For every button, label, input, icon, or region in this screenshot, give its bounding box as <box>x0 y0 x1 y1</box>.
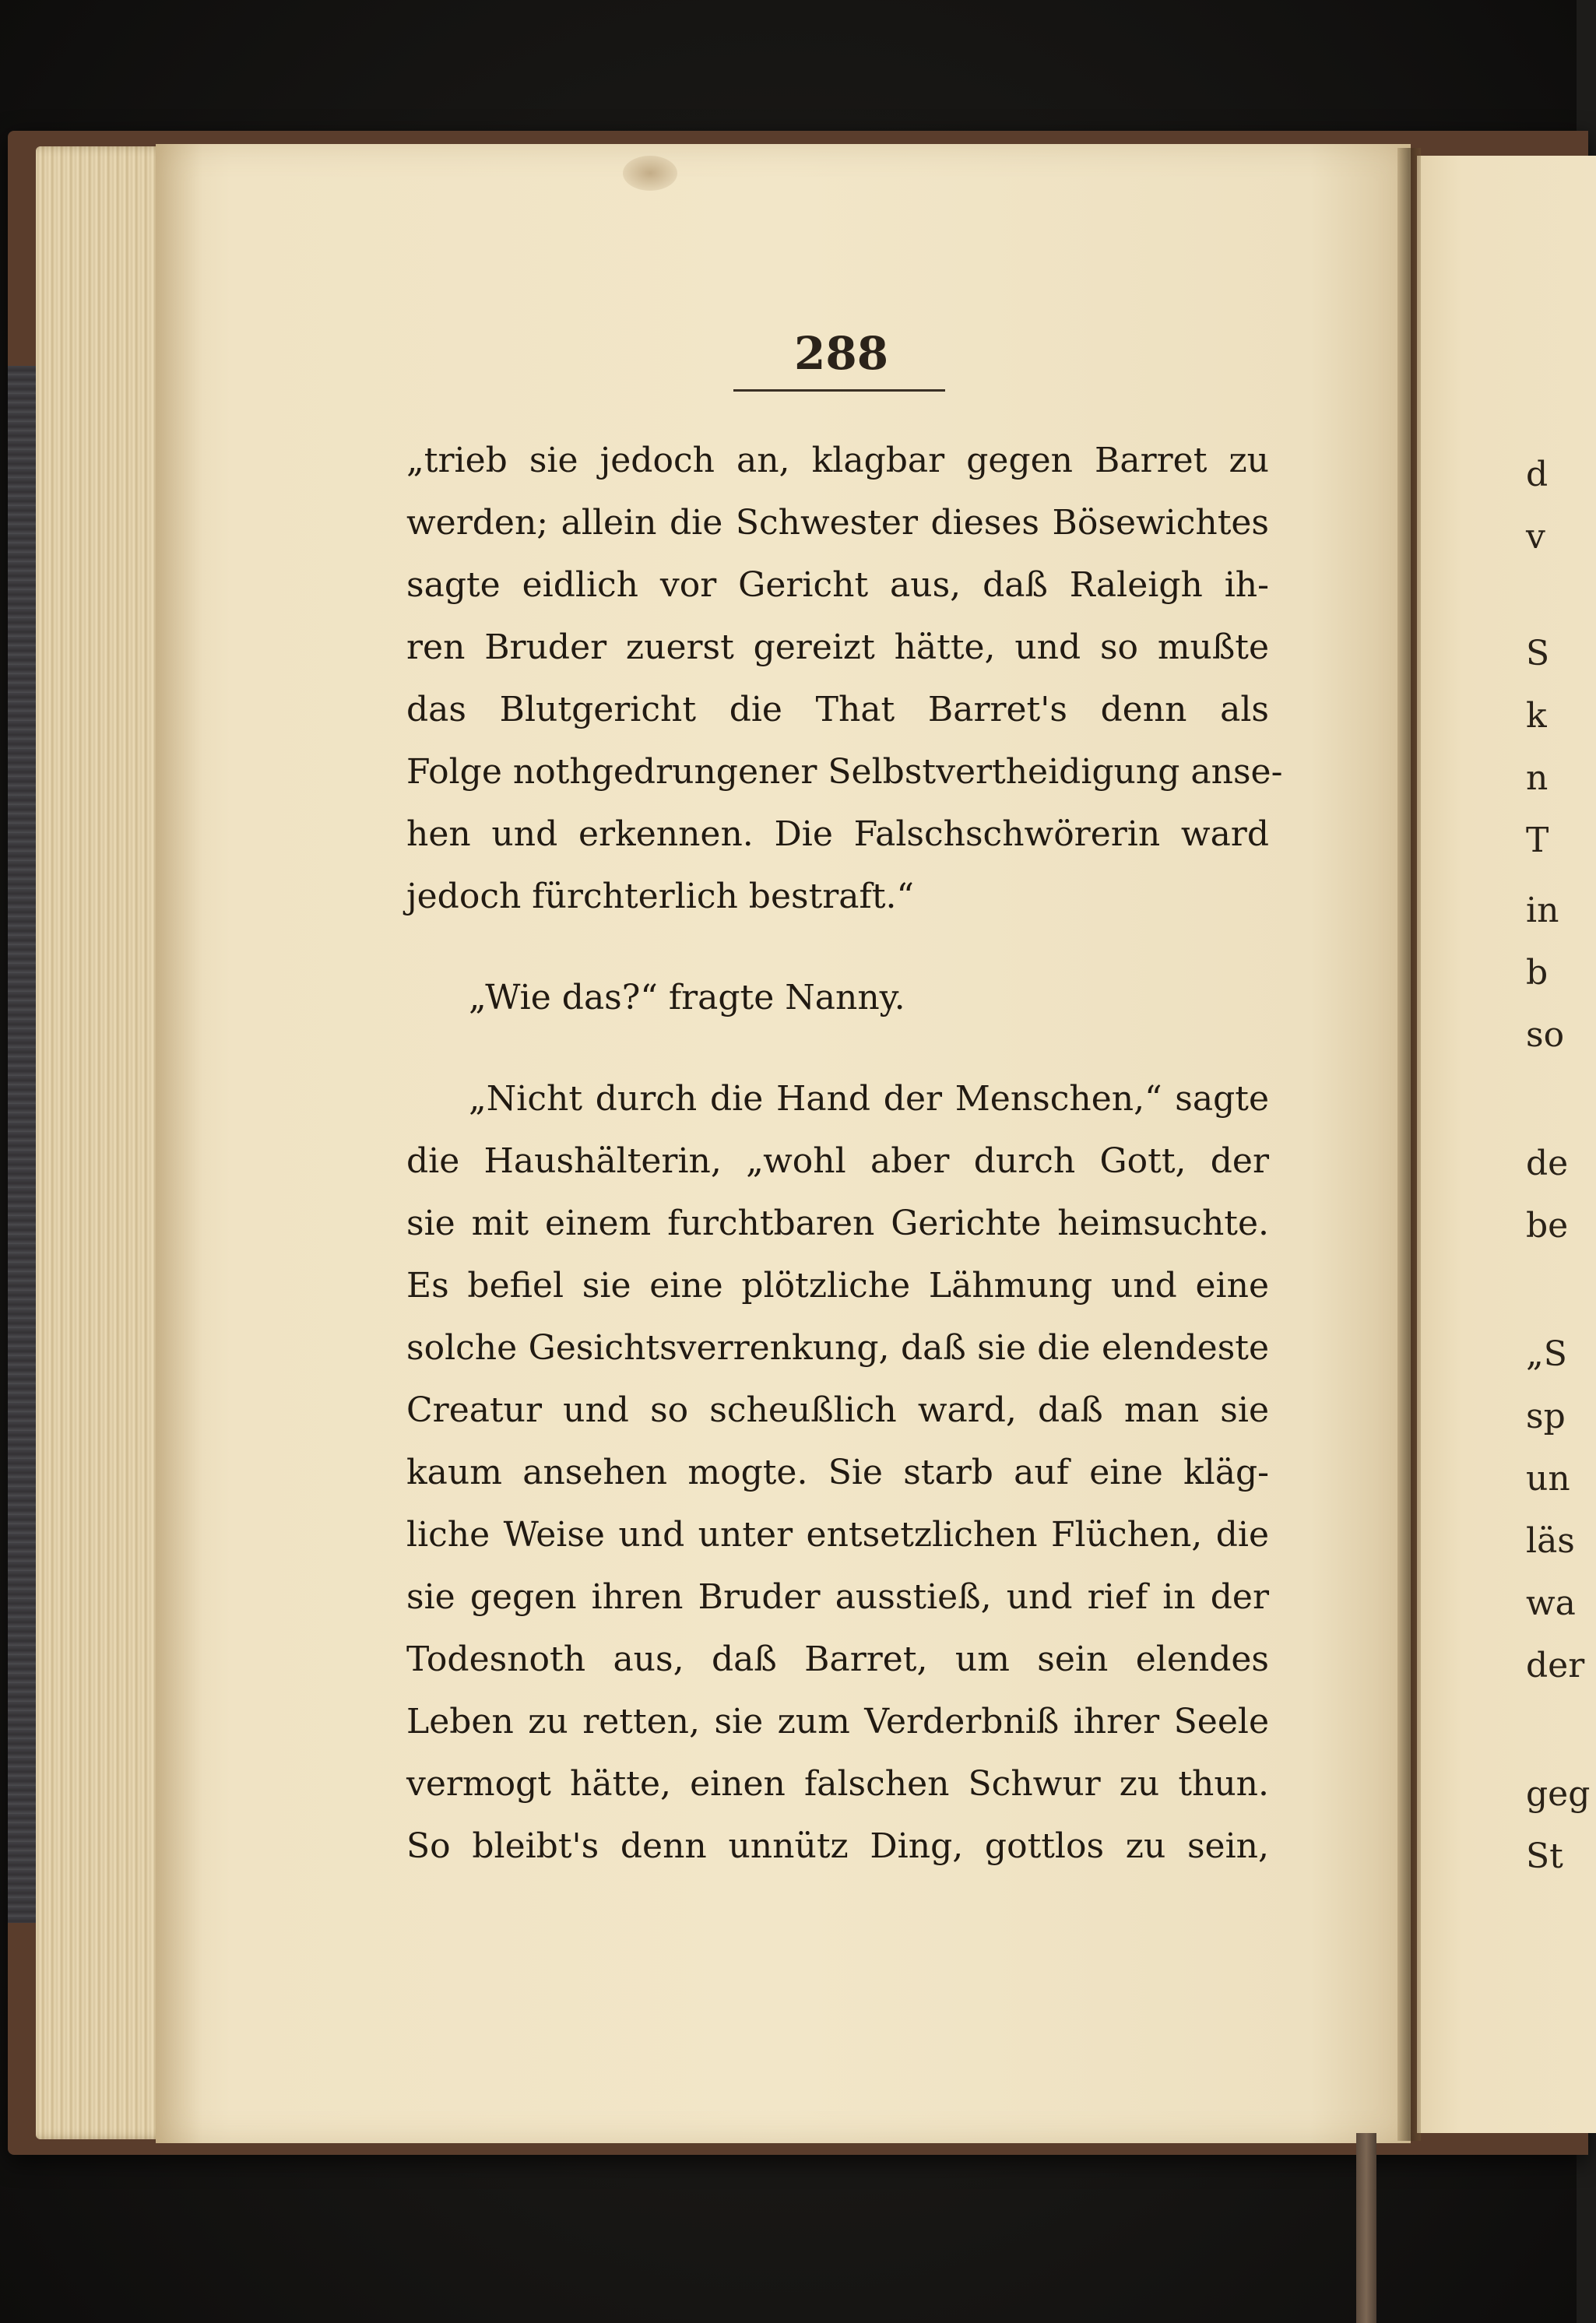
text-line: kaum ansehen mogte. Sie starb auf eine kläg- <box>406 1453 1269 1492</box>
facing-page-fragment: St <box>1526 1836 1563 1876</box>
page-fold-shadow <box>156 144 202 2143</box>
text-line: sagte eidlich vor Gericht aus, daß Raleigh ih- <box>406 565 1269 605</box>
text-line: Todesnoth aus, daß Barret, um sein elendes <box>406 1639 1269 1679</box>
facing-page-fragment: n <box>1526 758 1549 798</box>
facing-page-fragment: „S <box>1526 1334 1567 1374</box>
text-line: „Wie das?“ fragte Nanny. <box>469 978 905 1017</box>
facing-page-fragment: d <box>1526 455 1549 494</box>
paper-stain <box>623 156 677 191</box>
facing-page-fragment: wa <box>1526 1583 1576 1623</box>
paragraph-gap <box>406 1029 1269 1068</box>
facing-page-fragment: sp <box>1526 1397 1566 1436</box>
cover-marbled-edge <box>8 366 39 1923</box>
facing-page-fragment: der <box>1526 1646 1585 1685</box>
facing-page-fragment: T <box>1526 821 1549 860</box>
facing-page-fragment: un <box>1526 1459 1570 1499</box>
text-line: hen und erkennen. Die Falschschwörerin ward <box>406 814 1269 854</box>
facing-page-fragment: S <box>1526 634 1550 673</box>
facing-page-fragment: so <box>1526 1015 1565 1055</box>
facing-page-fragment: geg <box>1526 1774 1591 1814</box>
page-text <box>406 430 1283 1878</box>
facing-page-fragment: läs <box>1526 1521 1575 1561</box>
text-line: Leben zu retten, sie zum Verderbniß ihrer Seele <box>406 1702 1269 1741</box>
paragraph-gap <box>406 928 1269 967</box>
text-line: jedoch fürchterlich bestraft.“ <box>406 877 914 916</box>
facing-page-fragment: be <box>1526 1206 1569 1246</box>
facing-page-fragment: v <box>1526 517 1545 557</box>
page-number: 288 <box>794 327 889 380</box>
text-line: So bleibt's denn unnütz Ding, gottlos zu sein, <box>406 1826 1269 1866</box>
text-line: „Nicht durch die Hand der Menschen,“ sagte <box>469 1079 1269 1119</box>
text-line: die Haushälterin, „wohl aber durch Gott, der <box>406 1141 1269 1181</box>
text-line: Creatur und so scheußlich ward, daß man sie <box>406 1390 1269 1430</box>
text-line: solche Gesichtsverrenkung, daß sie die elendeste <box>406 1328 1269 1368</box>
facing-page-fragment: de <box>1526 1144 1569 1183</box>
text-line: ren Bruder zuerst gereizt hätte, und so mußte <box>406 627 1269 667</box>
facing-page-fragment: in <box>1526 891 1559 930</box>
text-line: sie gegen ihren Bruder ausstieß, und rief in der <box>406 1577 1269 1617</box>
text-line: vermogt hätte, einen falschen Schwur zu thun. <box>406 1764 1269 1804</box>
bookmark-ribbon <box>1356 2133 1376 2323</box>
text-line: sie mit einem furchtbaren Gerichte heimsuchte. <box>406 1204 1269 1243</box>
gutter-shadow <box>1397 148 1421 2141</box>
facing-page-fragment: k <box>1526 696 1547 736</box>
text-line: „trieb sie jedoch an, klagbar gegen Barret zu <box>406 441 1269 480</box>
text-line: Es befiel sie eine plötzliche Lähmung und eine <box>406 1266 1269 1306</box>
facing-page-fragment: b <box>1526 953 1549 993</box>
text-line: liche Weise und unter entsetzlichen Flüchen, die <box>406 1515 1269 1555</box>
text-line: Folge nothgedrungener Selbstvertheidigung anse- <box>406 752 1283 792</box>
page-edges <box>36 146 176 2139</box>
text-line: werden; allein die Schwester dieses Bösewichtes <box>406 503 1269 543</box>
header-rule <box>733 389 945 392</box>
text-line: das Blutgericht die That Barret's denn als <box>406 690 1269 729</box>
